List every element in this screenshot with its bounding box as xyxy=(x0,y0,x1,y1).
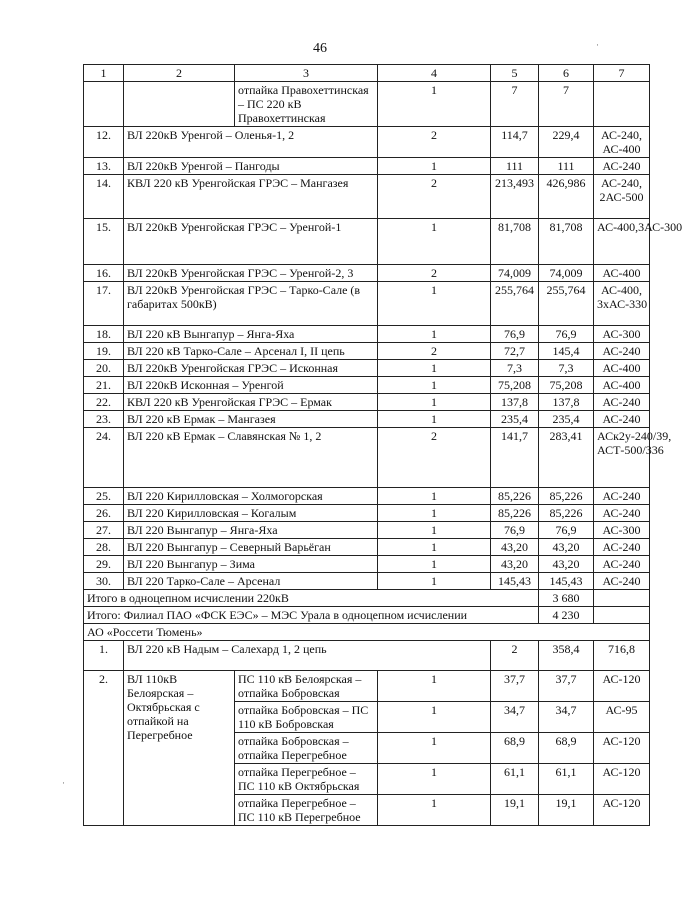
length-cell: 145,43 xyxy=(491,573,539,590)
length-double-cell: 76,9 xyxy=(539,522,594,539)
count-cell: 1 xyxy=(378,326,491,343)
count-cell: 1 xyxy=(378,158,491,175)
wire-cell: АС-95 xyxy=(594,702,650,733)
count-cell: 1 xyxy=(378,539,491,556)
length-double-cell: 75,208 xyxy=(539,377,594,394)
length-double-cell: 85,226 xyxy=(539,505,594,522)
num-cell: 20. xyxy=(84,360,124,377)
header-cell: 4 xyxy=(378,65,491,82)
wire-cell: АС-240, 2АС-500 xyxy=(594,175,650,219)
num-cell xyxy=(84,82,124,127)
wire-cell: АС-240 xyxy=(594,505,650,522)
length-cell: 137,8 xyxy=(491,394,539,411)
table-row xyxy=(84,641,650,671)
num-cell: 13. xyxy=(84,158,124,175)
wire-cell: АС-240 xyxy=(594,573,650,590)
count-cell: 1 xyxy=(378,522,491,539)
count-cell: 1 xyxy=(378,377,491,394)
num-cell: 30. xyxy=(84,573,124,590)
count-cell: 1 xyxy=(378,488,491,505)
wire-cell: АС-240 xyxy=(594,539,650,556)
length-cell: 358,4 xyxy=(539,641,594,671)
length-cell: 213,493 xyxy=(491,175,539,219)
length-cell: 43,20 xyxy=(491,539,539,556)
length-cell: 85,226 xyxy=(491,505,539,522)
name-cell: ВЛ 220кВ Исконная – Уренгой xyxy=(124,377,378,394)
length-double-cell: 137,8 xyxy=(539,394,594,411)
total-value: 4 230 xyxy=(539,607,594,624)
num-cell: 18. xyxy=(84,326,124,343)
table-row xyxy=(84,411,650,428)
wire-cell: АС-400,3АС-300 xyxy=(594,219,650,265)
length-double-cell: 61,1 xyxy=(539,764,594,795)
header-cell: 5 xyxy=(491,65,539,82)
num-cell: 2. xyxy=(84,671,124,826)
header-cell: 7 xyxy=(594,65,650,82)
length-double-cell: 145,4 xyxy=(539,343,594,360)
wire-cell: АС-240 xyxy=(594,411,650,428)
num-cell: 21. xyxy=(84,377,124,394)
count-cell: 2 xyxy=(378,127,491,158)
wire-cell: АС-400 xyxy=(594,360,650,377)
num-cell: 1. xyxy=(84,641,124,671)
total-value: 3 680 xyxy=(539,590,594,607)
table-row xyxy=(84,360,650,377)
count-cell: 2 xyxy=(378,175,491,219)
length-cell: 114,7 xyxy=(491,127,539,158)
table-row xyxy=(84,175,650,219)
count-cell: 1 xyxy=(378,411,491,428)
name-cell: ВЛ 220 Вынгапур – Янга-Яха xyxy=(124,522,378,539)
length-cell: 43,20 xyxy=(491,556,539,573)
count-cell: 1 xyxy=(378,82,491,127)
wire-cell: АС-240 xyxy=(594,394,650,411)
table-row xyxy=(84,505,650,522)
length-cell: 72,7 xyxy=(491,343,539,360)
segment-name-cell: отпайка Перегребное – ПС 110 кВ Октябрьская xyxy=(235,764,378,795)
wire-cell: АС-400, 3хАС-330 xyxy=(594,282,650,326)
scan-mark: · xyxy=(596,40,599,50)
num-cell: 27. xyxy=(84,522,124,539)
wire-cell: АС-120 xyxy=(594,671,650,702)
table-row xyxy=(84,326,650,343)
header-cell: 1 xyxy=(84,65,124,82)
wire-cell: АС-240 xyxy=(594,556,650,573)
scan-mark: · xyxy=(62,778,65,788)
name-cell: ВЛ 220кВ Уренгойская ГРЭС – Уренгой-1 xyxy=(124,219,378,265)
total-row xyxy=(84,607,650,624)
count-cell: 1 xyxy=(378,282,491,326)
count-cell: 1 xyxy=(378,795,491,826)
count-cell: 1 xyxy=(378,733,491,764)
length-double-cell: 111 xyxy=(539,158,594,175)
section-title: АО «Россети Тюмень» xyxy=(84,624,650,641)
length-cell: 68,9 xyxy=(491,733,539,764)
length-cell: 7,3 xyxy=(491,360,539,377)
length-double-cell: 19,1 xyxy=(539,795,594,826)
count-cell: 2 xyxy=(378,265,491,282)
count-cell: 1 xyxy=(378,671,491,702)
header-row xyxy=(84,65,650,82)
wire-cell: АС-240, АС-400 xyxy=(594,127,650,158)
count-cell: 1 xyxy=(378,702,491,733)
table-row xyxy=(84,488,650,505)
page-number: 46 xyxy=(313,41,327,56)
name-cell: ВЛ 220 кВ Ермак – Славянская № 1, 2 xyxy=(124,428,378,488)
table-body xyxy=(84,65,682,826)
length-cell: 141,7 xyxy=(491,428,539,488)
name-cell: ВЛ 220кВ Уренгойская ГРЭС – Исконная xyxy=(124,360,378,377)
num-cell: 17. xyxy=(84,282,124,326)
section-row xyxy=(84,624,650,641)
total-label: Итого: Филиал ПАО «ФСК ЕЭС» – МЭС Урала в одноцепном исчислении xyxy=(84,607,539,624)
header-cell: 6 xyxy=(539,65,594,82)
length-double-cell: 145,43 xyxy=(539,573,594,590)
name-cell xyxy=(124,82,235,127)
num-cell: 15. xyxy=(84,219,124,265)
num-cell: 26. xyxy=(84,505,124,522)
table-row xyxy=(84,573,650,590)
length-double-cell: 74,009 xyxy=(539,265,594,282)
count-cell: 1 xyxy=(378,394,491,411)
table-row xyxy=(84,158,650,175)
count-cell: 1 xyxy=(378,573,491,590)
length-cell: 235,4 xyxy=(491,411,539,428)
wire-cell: АС-300 xyxy=(594,522,650,539)
total-label: Итого в одноцепном исчислении 220кВ xyxy=(84,590,539,607)
wire-cell: АС-120 xyxy=(594,733,650,764)
length-double-cell: 43,20 xyxy=(539,539,594,556)
name-cell: КВЛ 220 кВ Уренгойская ГРЭС – Ермак xyxy=(124,394,378,411)
segment-name-cell: отпайка Перегребное – ПС 110 кВ Перегребное xyxy=(235,795,378,826)
num-cell: 22. xyxy=(84,394,124,411)
header-cell: 2 xyxy=(124,65,235,82)
segment-name-cell: ПС 110 кВ Белоярская – отпайка Бобровская xyxy=(235,671,378,702)
table-row xyxy=(84,556,650,573)
name-cell: ВЛ 220 Кирилловская – Когалым xyxy=(124,505,378,522)
length-double-cell: 43,20 xyxy=(539,556,594,573)
table-row xyxy=(84,219,650,265)
length-cell: 111 xyxy=(491,158,539,175)
num-cell: 19. xyxy=(84,343,124,360)
name-cell: ВЛ 220 кВ Ермак – Мангазея xyxy=(124,411,378,428)
power-lines-table xyxy=(83,64,682,826)
table-row xyxy=(84,377,650,394)
wire-cell: АС-240 xyxy=(594,488,650,505)
num-cell: 24. xyxy=(84,428,124,488)
name-cell: ВЛ 220 Вынгапур – Зима xyxy=(124,556,378,573)
segment-name-cell: отпайка Бобровская – отпайка Перегребное xyxy=(235,733,378,764)
length-double-cell: 68,9 xyxy=(539,733,594,764)
total-row xyxy=(84,590,650,607)
length-cell: 255,764 xyxy=(491,282,539,326)
length-double-cell: 283,41 xyxy=(539,428,594,488)
name-cell: ВЛ 220кВ Уренгойская ГРЭС – Уренгой-2, 3 xyxy=(124,265,378,282)
count-cell: 1 xyxy=(378,360,491,377)
wire-cell: АС-240 xyxy=(594,343,650,360)
length-double-cell: 76,9 xyxy=(539,326,594,343)
length-double-cell: 426,986 xyxy=(539,175,594,219)
count-cell: 2 xyxy=(491,641,539,671)
length-double-cell: 37,7 xyxy=(539,671,594,702)
count-cell: 1 xyxy=(378,764,491,795)
empty-cell xyxy=(594,590,650,607)
name-cell: ВЛ 220 Вынгапур – Северный Варьёган xyxy=(124,539,378,556)
table-row xyxy=(84,522,650,539)
wire-cell: АС-300 xyxy=(594,326,650,343)
length-double-cell: 85,226 xyxy=(539,488,594,505)
length-double-cell: 255,764 xyxy=(539,282,594,326)
wire-cell: АСк2у-240/39, АСТ-500/336 xyxy=(594,428,650,488)
header-cell: 3 xyxy=(235,65,378,82)
num-cell: 29. xyxy=(84,556,124,573)
length-cell: 61,1 xyxy=(491,764,539,795)
name-cell: ВЛ 220кВ Уренгой – Оленья-1, 2 xyxy=(124,127,378,158)
length-cell: 81,708 xyxy=(491,219,539,265)
length-double-cell: 229,4 xyxy=(539,127,594,158)
count-cell: 1 xyxy=(378,219,491,265)
name-cell: отпайка Правохеттинская – ПС 220 кВ Правохеттинская xyxy=(235,82,378,127)
length-cell: 19,1 xyxy=(491,795,539,826)
table-row xyxy=(84,428,650,488)
length-cell: 76,9 xyxy=(491,522,539,539)
name-cell: ВЛ 220 кВ Вынгапур – Янга-Яха xyxy=(124,326,378,343)
num-cell: 25. xyxy=(84,488,124,505)
table-row xyxy=(84,127,650,158)
wire-cell xyxy=(594,82,650,127)
length-cell: 85,226 xyxy=(491,488,539,505)
table-row xyxy=(84,539,650,556)
name-cell: ВЛ 220 Тарко-Сале – Арсенал xyxy=(124,573,378,590)
length-double-cell: 7,3 xyxy=(539,360,594,377)
table-row xyxy=(84,265,650,282)
length-double-cell: 7 xyxy=(539,82,594,127)
wire-cell: АС-120 xyxy=(594,764,650,795)
length-double-cell: 235,4 xyxy=(539,411,594,428)
length-cell: 7 xyxy=(491,82,539,127)
num-cell: 16. xyxy=(84,265,124,282)
length-double-cell: 34,7 xyxy=(539,702,594,733)
sub-row xyxy=(84,671,650,702)
name-cell: КВЛ 220 кВ Уренгойская ГРЭС – Мангазея xyxy=(124,175,378,219)
name-cell: ВЛ 220кВ Уренгой – Пангоды xyxy=(124,158,378,175)
wire-cell: АС-240 xyxy=(594,158,650,175)
wire-cell: АС-400 xyxy=(594,265,650,282)
name-cell: ВЛ 110кВ Белоярская – Октябрьская с отпайкой на Перегребное xyxy=(124,671,235,826)
length-double-cell: 716,8 xyxy=(594,641,650,671)
length-cell: 74,009 xyxy=(491,265,539,282)
length-double-cell: 81,708 xyxy=(539,219,594,265)
count-cell: 2 xyxy=(378,428,491,488)
count-cell: 1 xyxy=(378,556,491,573)
wire-cell: АС-400 xyxy=(594,377,650,394)
count-cell: 2 xyxy=(378,343,491,360)
num-cell: 23. xyxy=(84,411,124,428)
table-row xyxy=(84,394,650,411)
length-cell: 76,9 xyxy=(491,326,539,343)
length-cell: 37,7 xyxy=(491,671,539,702)
empty-cell xyxy=(594,607,650,624)
name-cell: ВЛ 220 кВ Тарко-Сале – Арсенал I, II цепь xyxy=(124,343,378,360)
segment-name-cell: отпайка Бобровская – ПС 110 кВ Бобровская xyxy=(235,702,378,733)
num-cell: 14. xyxy=(84,175,124,219)
name-cell: ВЛ 220 кВ Надым – Салехард 1, 2 цепь xyxy=(124,641,491,671)
num-cell: 12. xyxy=(84,127,124,158)
table-row xyxy=(84,282,650,326)
continuation-row xyxy=(84,82,650,127)
length-cell: 75,208 xyxy=(491,377,539,394)
num-cell: 28. xyxy=(84,539,124,556)
wire-cell: АС-120 xyxy=(594,795,650,826)
length-cell: 34,7 xyxy=(491,702,539,733)
count-cell: 1 xyxy=(378,505,491,522)
name-cell: ВЛ 220кВ Уренгойская ГРЭС – Тарко-Сале (в габаритах 500кВ) xyxy=(124,282,378,326)
name-cell: ВЛ 220 Кирилловская – Холмогорская xyxy=(124,488,378,505)
table-row xyxy=(84,343,650,360)
